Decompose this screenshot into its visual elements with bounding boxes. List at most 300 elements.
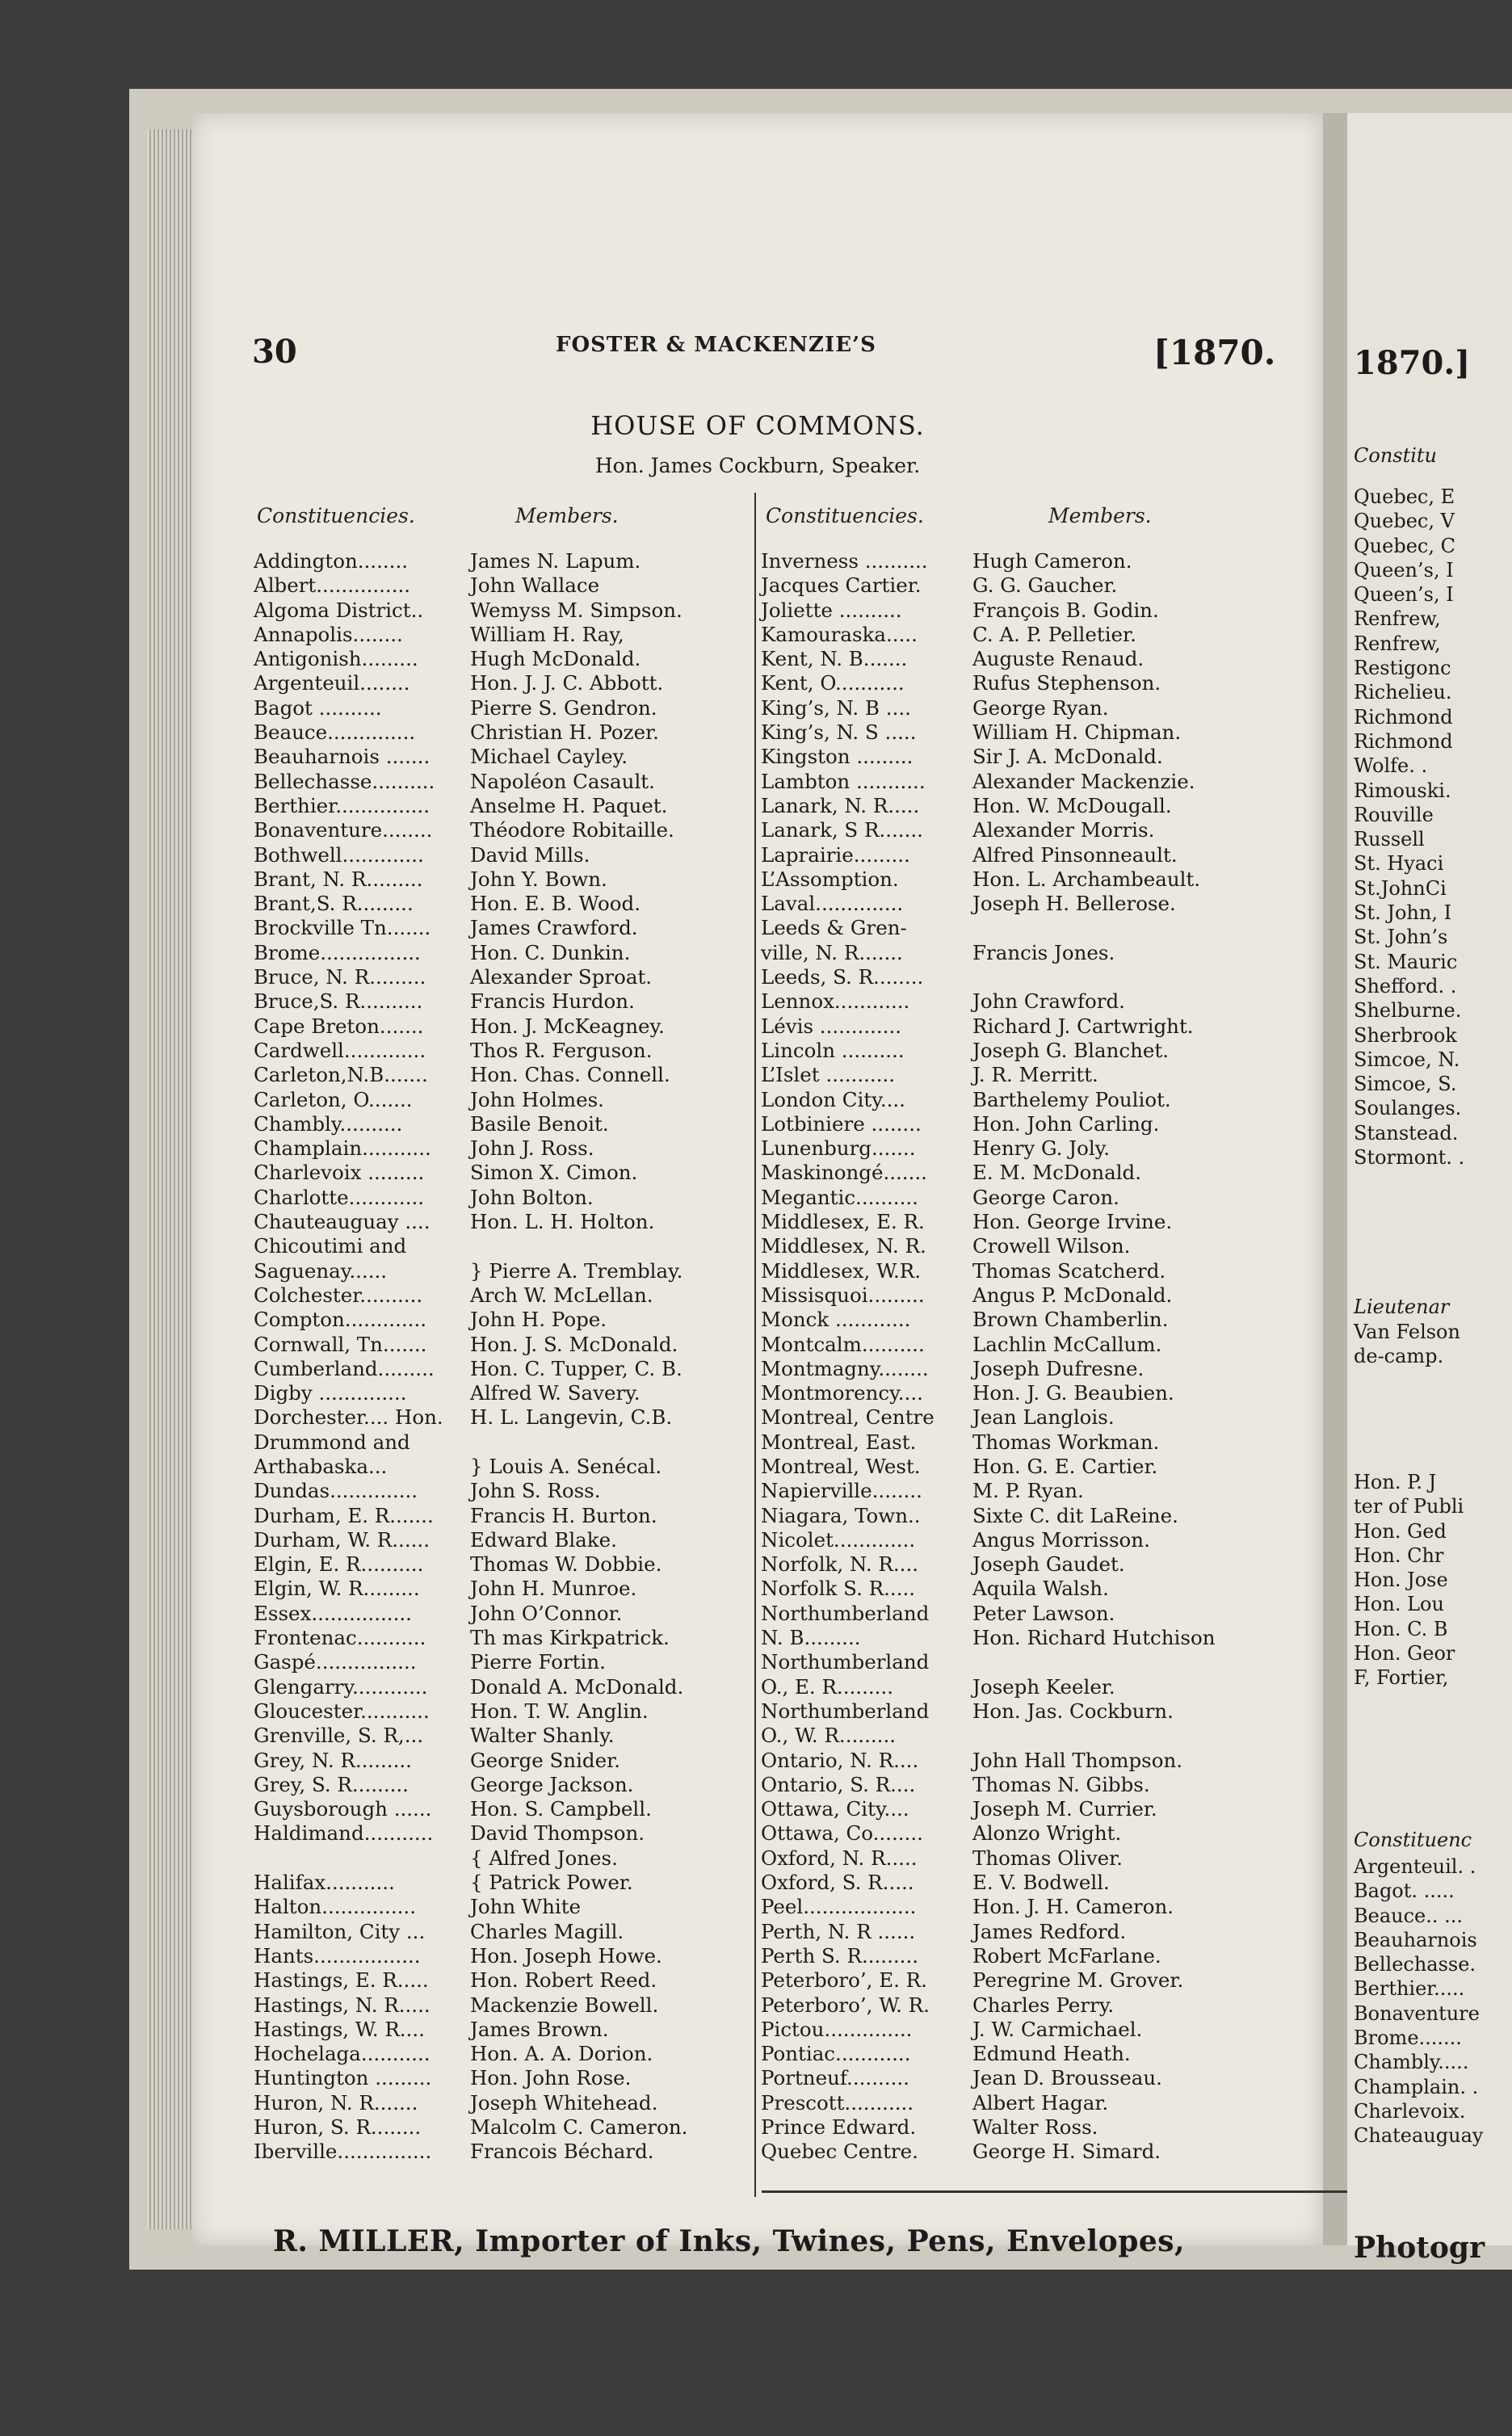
member-name: Walter Shanly. <box>470 1724 615 1748</box>
member-row <box>761 1405 1215 1430</box>
left-constituencies-header: Constituencies. <box>257 504 415 527</box>
right-page-line: Soulanges. <box>1354 1097 1462 1120</box>
right-page-line: Simcoe, S. <box>1354 1073 1457 1096</box>
constituency-name: Niagara, Town.. <box>761 1503 921 1527</box>
constituency-name: Maskinongé....... <box>761 1161 927 1185</box>
constituency-name: Brant, N. R......... <box>254 867 423 891</box>
member-name: Joseph Gaudet. <box>972 1552 1125 1577</box>
right-page-line: Quebec, E <box>1354 485 1455 508</box>
member-row <box>761 1210 1215 1234</box>
member-name: John Wallace <box>470 573 600 598</box>
member-name: John S. Ross. <box>470 1479 601 1503</box>
constituency-name: Bagot .......... <box>254 695 382 720</box>
member-row <box>254 843 687 867</box>
constituency-name: Halton............... <box>254 1895 417 1919</box>
member-row <box>254 867 687 892</box>
member-name: Walter Ross. <box>972 2115 1098 2139</box>
member-row <box>254 1602 687 1626</box>
member-row <box>254 1234 687 1258</box>
constituency-name: Carleton,N.B....... <box>254 1063 428 1087</box>
member-name: Hon. E. B. Wood. <box>470 892 641 916</box>
right-page-line: Hon. Jose <box>1354 1569 1448 1592</box>
member-name: John Crawford. <box>972 989 1125 1014</box>
member-name: Pierre S. Gendron. <box>470 695 657 720</box>
right-page-line: Hon. Lou <box>1354 1593 1444 1616</box>
constituency-name: Cardwell............. <box>254 1038 426 1062</box>
member-row <box>761 647 1215 671</box>
member-name: Hugh McDonald. <box>470 647 641 671</box>
constituency-name: Ottawa, Co........ <box>761 1821 923 1846</box>
member-name: H. L. Langevin, C.B. <box>470 1405 673 1430</box>
member-row <box>254 2140 687 2164</box>
member-row <box>761 1895 1215 1919</box>
constituency-name: Frontenac........... <box>254 1626 426 1650</box>
right-page-line: St. John’s <box>1354 926 1448 949</box>
constituency-name: Lévis ............. <box>761 1014 902 1038</box>
member-name: James N. Lapum. <box>470 549 641 573</box>
member-name: James Brown. <box>470 2017 609 2041</box>
member-row <box>254 573 687 598</box>
right-page-line: Stormont. . <box>1354 1146 1465 1170</box>
member-name: Hugh Cameron. <box>972 549 1132 573</box>
right-page-line: Richelieu. <box>1354 681 1452 704</box>
member-row <box>761 720 1215 745</box>
right-page-line: Simcoe, N. <box>1354 1048 1460 1071</box>
member-name: John Bolton. <box>470 1185 594 1209</box>
member-row <box>761 2018 1215 2042</box>
member-row <box>761 1455 1215 1479</box>
member-name: Brown Chamberlin. <box>972 1308 1169 1332</box>
constituency-name: Hastings, N. R..... <box>254 1993 430 2017</box>
page-title: HOUSE OF COMMONS. <box>590 410 925 441</box>
member-name: Angus P. McDonald. <box>972 1283 1173 1307</box>
constituency-name: Perth S. R......... <box>761 1943 919 1968</box>
member-row <box>254 1210 687 1234</box>
constituency-name: Champlain........... <box>254 1136 431 1161</box>
constituency-name: Perth, N. R ...... <box>761 1919 916 1943</box>
member-name: Thomas Oliver. <box>972 1846 1123 1870</box>
member-row <box>254 549 687 573</box>
constituency-name: Brockville Tn....... <box>254 916 431 940</box>
member-row <box>254 1895 687 1919</box>
member-row <box>254 2066 687 2090</box>
member-row <box>254 1283 687 1308</box>
right-page-line: Hon. P. J <box>1354 1471 1437 1493</box>
member-row <box>761 2042 1215 2066</box>
member-row <box>761 1430 1215 1455</box>
member-name: Hon. J. G. Beaubien. <box>972 1381 1174 1405</box>
member-row <box>761 1773 1215 1797</box>
member-row <box>761 818 1215 842</box>
constituency-name: Glengarry............ <box>254 1674 428 1699</box>
constituency-name: Norfolk S. R..... <box>761 1577 916 1601</box>
member-name: Hon. J. S. McDonald. <box>470 1332 678 1356</box>
member-name: Edward Blake. <box>470 1527 617 1552</box>
member-row <box>761 770 1215 794</box>
member-row <box>761 1357 1215 1381</box>
constituency-name: Guysborough ...... <box>254 1797 432 1821</box>
member-row <box>254 1039 687 1063</box>
right-page-line: Russell <box>1354 828 1425 851</box>
constituency-name: Ontario, S. R.... <box>761 1772 916 1796</box>
member-name: Thomas N. Gibbs. <box>972 1772 1150 1796</box>
right-page-line: Richmond <box>1354 705 1453 729</box>
member-row <box>761 965 1215 989</box>
footer-advertisement: R. MILLER, Importer of Inks, Twines, Pens, Envelopes, <box>273 2224 1186 2258</box>
right-page-line: Renfrew, <box>1354 632 1441 655</box>
member-name: Hon. Richard Hutchison <box>972 1626 1216 1650</box>
member-name: E. M. McDonald. <box>972 1161 1142 1185</box>
member-name: Crowell Wilson. <box>972 1234 1131 1258</box>
constituency-name: Grey, S. R......... <box>254 1772 409 1796</box>
constituency-name: Digby .............. <box>254 1381 407 1405</box>
right-page-line: Charlevoix. <box>1354 2099 1466 2123</box>
header-year: [1870. <box>1153 333 1276 372</box>
constituency-name: Gaspé................ <box>254 1650 417 1674</box>
constituency-name: Inverness .......... <box>761 549 928 573</box>
member-row <box>761 1504 1215 1528</box>
member-name: Hon. A. A. Dorion. <box>470 2042 653 2066</box>
member-name: Jean Langlois. <box>972 1405 1115 1430</box>
constituency-name: Leeds & Gren- <box>761 916 907 940</box>
member-name: Malcolm C. Cameron. <box>470 2115 688 2139</box>
right-page-bottom-list <box>1354 1854 1483 2148</box>
member-name: Rufus Stephenson. <box>972 671 1161 695</box>
right-page-line: F, Fortier, <box>1354 1666 1449 1690</box>
member-name: George Caron. <box>972 1185 1119 1209</box>
right-page-line: Van Felson <box>1354 1321 1460 1343</box>
member-name: Joseph H. Bellerose. <box>972 892 1176 916</box>
member-name: Joseph G. Blanchet. <box>972 1038 1170 1062</box>
member-row <box>254 623 687 647</box>
constituency-name: Dorchester.... Hon. <box>254 1405 443 1430</box>
constituency-name: Montcalm.......... <box>761 1332 925 1356</box>
constituency-name: Peterboro’, E. R. <box>761 1968 927 1993</box>
member-row <box>254 1626 687 1650</box>
member-name: Donald A. McDonald. <box>470 1674 684 1699</box>
constituency-name: Hamilton, City ... <box>254 1919 426 1943</box>
constituency-name: Essex................ <box>254 1601 412 1625</box>
constituency-name: O., E. R......... <box>761 1674 894 1699</box>
constituency-name: Gloucester........... <box>254 1699 430 1723</box>
member-name: Barthelemy Pouliot. <box>972 1087 1171 1111</box>
constituency-name: Hants................. <box>254 1943 421 1968</box>
member-row <box>254 1455 687 1479</box>
member-name: Francis Hurdon. <box>470 989 635 1014</box>
member-row <box>761 598 1215 623</box>
member-row <box>254 1552 687 1577</box>
member-row <box>254 1136 687 1161</box>
constituency-name: Hastings, E. R..... <box>254 1968 429 1993</box>
member-row <box>254 1871 687 1895</box>
page-number: 30 <box>252 333 297 371</box>
member-name: John O’Connor. <box>470 1601 623 1625</box>
member-row <box>254 1797 687 1821</box>
member-name: Charles Magill. <box>470 1919 624 1943</box>
left-column-list <box>254 549 687 2165</box>
member-name: Alexander Sproat. <box>470 965 653 989</box>
column-divider <box>754 493 756 2197</box>
member-name: Joseph Keeler. <box>972 1674 1115 1699</box>
member-row <box>254 598 687 623</box>
member-row <box>254 1063 687 1087</box>
constituency-name: Chambly.......... <box>254 1111 403 1136</box>
constituency-name: Hochelaga........... <box>254 2042 430 2066</box>
member-row <box>761 2115 1215 2140</box>
right-page-line: Brome....... <box>1354 2026 1462 2050</box>
member-name: Hon. T. W. Anglin. <box>470 1699 649 1723</box>
member-row <box>254 1112 687 1136</box>
member-row <box>761 794 1215 818</box>
member-name: Simon X. Cimon. <box>470 1161 638 1185</box>
member-name: Auguste Renaud. <box>972 647 1144 671</box>
constituency-name: Lambton ........... <box>761 769 926 793</box>
member-row <box>761 1039 1215 1063</box>
constituency-name: Cumberland......... <box>254 1356 435 1380</box>
member-name: { Alfred Jones. <box>470 1846 618 1870</box>
right-page-line: Queen’s, I <box>1354 583 1454 607</box>
member-name: Hon. J. H. Cameron. <box>972 1895 1174 1919</box>
member-name: Hon. John Carling. <box>972 1111 1160 1136</box>
constituency-name: Northumberland <box>761 1650 930 1674</box>
member-row <box>761 1308 1215 1332</box>
constituency-name: Hastings, W. R.... <box>254 2017 425 2041</box>
member-name: David Thompson. <box>470 1821 645 1846</box>
member-name: C. A. P. Pelletier. <box>972 622 1136 646</box>
right-page-line: Berthier..... <box>1354 1977 1465 2001</box>
member-row <box>254 1405 687 1430</box>
right-page-line: Shefford. . <box>1354 974 1457 998</box>
constituency-name: Dundas.............. <box>254 1479 418 1503</box>
member-name: Hon. W. McDougall. <box>972 793 1172 817</box>
constituency-name: Annapolis........ <box>254 622 403 646</box>
member-row <box>761 549 1215 573</box>
member-row <box>254 1993 687 2018</box>
constituency-name: Colchester.......... <box>254 1283 423 1307</box>
member-name: J. W. Carmichael. <box>972 2017 1143 2041</box>
right-page-line: Restigonc <box>1354 657 1451 680</box>
member-row <box>254 1479 687 1503</box>
constituency-name: Jacques Cartier. <box>761 573 922 598</box>
member-row <box>761 1014 1215 1039</box>
right-page-line: Stanstead. <box>1354 1121 1459 1144</box>
constituency-name: Portneuf.......... <box>761 2066 909 2090</box>
member-row <box>761 1626 1215 1650</box>
right-page-col-header-2: Constituenc <box>1354 1829 1472 1851</box>
member-name: John Holmes. <box>470 1087 604 1111</box>
member-row <box>761 1112 1215 1136</box>
member-row <box>254 1381 687 1405</box>
right-page-line: Beauce.. ... <box>1354 1904 1464 1927</box>
member-row <box>254 1749 687 1773</box>
constituency-name: Laprairie......... <box>761 842 910 867</box>
right-page-footer: Photogr <box>1354 2231 1485 2265</box>
constituency-name: Montmagny........ <box>761 1356 929 1380</box>
constituency-name: Addington........ <box>254 549 409 573</box>
member-row <box>761 1528 1215 1552</box>
constituency-name: Argenteuil........ <box>254 671 410 695</box>
constituency-name: L’Assomption. <box>761 867 899 891</box>
constituency-name: Middlesex, W.R. <box>761 1258 922 1283</box>
member-name: Charles Perry. <box>972 1993 1115 2017</box>
constituency-name: Prince Edward. <box>761 2115 917 2139</box>
member-name: { Patrick Power. <box>470 1871 633 1895</box>
constituency-name: Huntington ......... <box>254 2066 432 2090</box>
member-row <box>254 696 687 720</box>
member-name: Hon. Robert Reed. <box>470 1968 657 1993</box>
right-page-line: Chambly..... <box>1354 2051 1469 2074</box>
right-page-line: Shelburne. <box>1354 999 1462 1023</box>
constituency-name: Megantic.......... <box>761 1185 918 1209</box>
speaker-line: Hon. James Cockburn, Speaker. <box>594 454 921 477</box>
member-row <box>761 1846 1215 1871</box>
member-row <box>254 989 687 1014</box>
member-row <box>254 1308 687 1332</box>
constituency-name: Ontario, N. R.... <box>761 1748 919 1772</box>
member-row <box>761 2140 1215 2164</box>
member-row <box>761 1088 1215 1112</box>
left-page <box>192 113 1323 2258</box>
member-name: Joseph Whitehead. <box>470 2090 658 2115</box>
member-row <box>761 1699 1215 1724</box>
member-name: Basile Benoit. <box>470 1111 609 1136</box>
member-row <box>254 1724 687 1748</box>
member-row <box>254 1528 687 1552</box>
member-name: David Mills. <box>470 842 590 867</box>
member-row <box>254 1577 687 1601</box>
constituency-name: Bruce,S. R.......... <box>254 989 423 1014</box>
member-name: Thos R. Ferguson. <box>470 1038 653 1062</box>
constituency-name: Kingston ......... <box>761 745 914 769</box>
constituency-name: Grey, N. R......... <box>254 1748 412 1772</box>
member-row <box>761 623 1215 647</box>
member-row <box>761 745 1215 769</box>
constituency-name: Lunenburg....... <box>761 1136 916 1161</box>
constituency-name: Huron, N. R....... <box>254 2090 418 2115</box>
constituency-name: Huron, S. R........ <box>254 2115 422 2139</box>
right-page-line: Bonaventure <box>1354 2001 1480 2025</box>
member-row <box>761 671 1215 695</box>
right-page-line: Quebec, V <box>1354 510 1455 533</box>
member-name: Jean D. Brousseau. <box>972 2066 1162 2090</box>
member-row <box>761 1675 1215 1699</box>
member-name: Richard J. Cartwright. <box>972 1014 1194 1038</box>
member-row <box>254 720 687 745</box>
member-row <box>761 1259 1215 1283</box>
member-name: Wemyss M. Simpson. <box>470 598 682 622</box>
member-row <box>761 1136 1215 1161</box>
member-row <box>254 916 687 940</box>
right-page-line: Hon. Chr <box>1354 1544 1444 1567</box>
member-row <box>761 1234 1215 1258</box>
member-row <box>254 2042 687 2066</box>
member-name: Michael Cayley. <box>470 745 628 769</box>
right-page-line: de-camp. <box>1354 1345 1444 1368</box>
member-name: Peter Lawson. <box>972 1601 1115 1625</box>
member-row <box>254 2115 687 2140</box>
member-row <box>761 1749 1215 1773</box>
constituency-name: Brant,S. R......... <box>254 892 414 916</box>
constituency-name: Bellechasse.......... <box>254 769 435 793</box>
member-name: Théodore Robitaille. <box>470 818 674 842</box>
member-row <box>761 1479 1215 1503</box>
right-page-line: Hon. Ged <box>1354 1519 1447 1543</box>
right-page-year: 1870.] <box>1354 344 1471 382</box>
member-name: Hon. John Rose. <box>470 2066 632 2090</box>
member-row <box>761 1968 1215 1993</box>
member-name: George H. Simard. <box>972 2140 1161 2164</box>
member-name: Hon. C. Tupper, C. B. <box>470 1356 682 1380</box>
right-page-line: Bagot. ..... <box>1354 1880 1455 1903</box>
constituency-name: Kent, O........... <box>761 671 905 695</box>
constituency-name: Algoma District.. <box>254 598 424 622</box>
member-name: James Redford. <box>972 1919 1127 1943</box>
constituency-name: Cornwall, Tn....... <box>254 1332 427 1356</box>
constituency-name: London City.... <box>761 1087 905 1111</box>
member-row <box>254 1773 687 1797</box>
member-name: Sixte C. dit LaReine. <box>972 1503 1178 1527</box>
constituency-name: Bonaventure........ <box>254 818 433 842</box>
member-row <box>254 1014 687 1039</box>
right-page-line: Quebec, C <box>1354 534 1455 557</box>
member-name: Francois Béchard. <box>470 2140 654 2164</box>
member-name: Peregrine M. Grover. <box>972 1968 1184 1993</box>
constituency-name: Middlesex, E. R. <box>761 1210 925 1234</box>
member-name: Napoléon Casault. <box>470 769 655 793</box>
member-row <box>254 1430 687 1455</box>
publisher-name: FOSTER & MACKENZIE’S <box>556 333 876 357</box>
constituency-name: Kamouraska..... <box>761 622 918 646</box>
member-row <box>761 867 1215 892</box>
member-row <box>254 1650 687 1674</box>
member-row <box>761 843 1215 867</box>
member-row <box>254 1944 687 1968</box>
constituency-name: Lennox............ <box>761 989 910 1014</box>
constituency-name: Albert............... <box>254 573 411 598</box>
right-page-line: Argenteuil. . <box>1354 1855 1476 1878</box>
member-row <box>254 1357 687 1381</box>
right-page-top-list <box>1354 485 1464 1170</box>
constituency-name: Chauteauguay .... <box>254 1210 430 1234</box>
member-row <box>761 916 1215 940</box>
member-row <box>254 1186 687 1210</box>
member-row <box>761 2066 1215 2090</box>
constituency-name: Durham, W. R...... <box>254 1527 430 1552</box>
member-name: Thomas Workman. <box>972 1430 1160 1454</box>
right-page-line: St. Mauric <box>1354 950 1458 973</box>
constituency-name: Antigonish......... <box>254 647 418 671</box>
member-row <box>254 1675 687 1699</box>
member-row <box>761 1821 1215 1846</box>
member-name: Angus Morrisson. <box>972 1527 1150 1552</box>
right-page-line: Champlain. . <box>1354 2075 1479 2098</box>
right-column-list <box>761 549 1215 2165</box>
constituency-name: Haldimand........... <box>254 1821 434 1846</box>
right-page-line: St. Hyaci <box>1354 852 1444 876</box>
member-row <box>254 892 687 916</box>
member-row <box>761 1577 1215 1601</box>
book-gutter <box>1323 113 1347 2245</box>
constituency-name: Prescott........... <box>761 2090 914 2115</box>
member-name: George Snider. <box>470 1748 620 1772</box>
member-name: Hon. J. J. C. Abbott. <box>470 671 664 695</box>
member-name: Hon. S. Campbell. <box>470 1797 652 1821</box>
constituency-name: King’s, N. B .... <box>761 695 911 720</box>
member-name: William H. Chipman. <box>972 720 1182 745</box>
right-page-line: St. John, I <box>1354 901 1452 925</box>
constituency-name: Northumberland <box>761 1601 930 1625</box>
member-name: William H. Ray, <box>470 622 624 646</box>
